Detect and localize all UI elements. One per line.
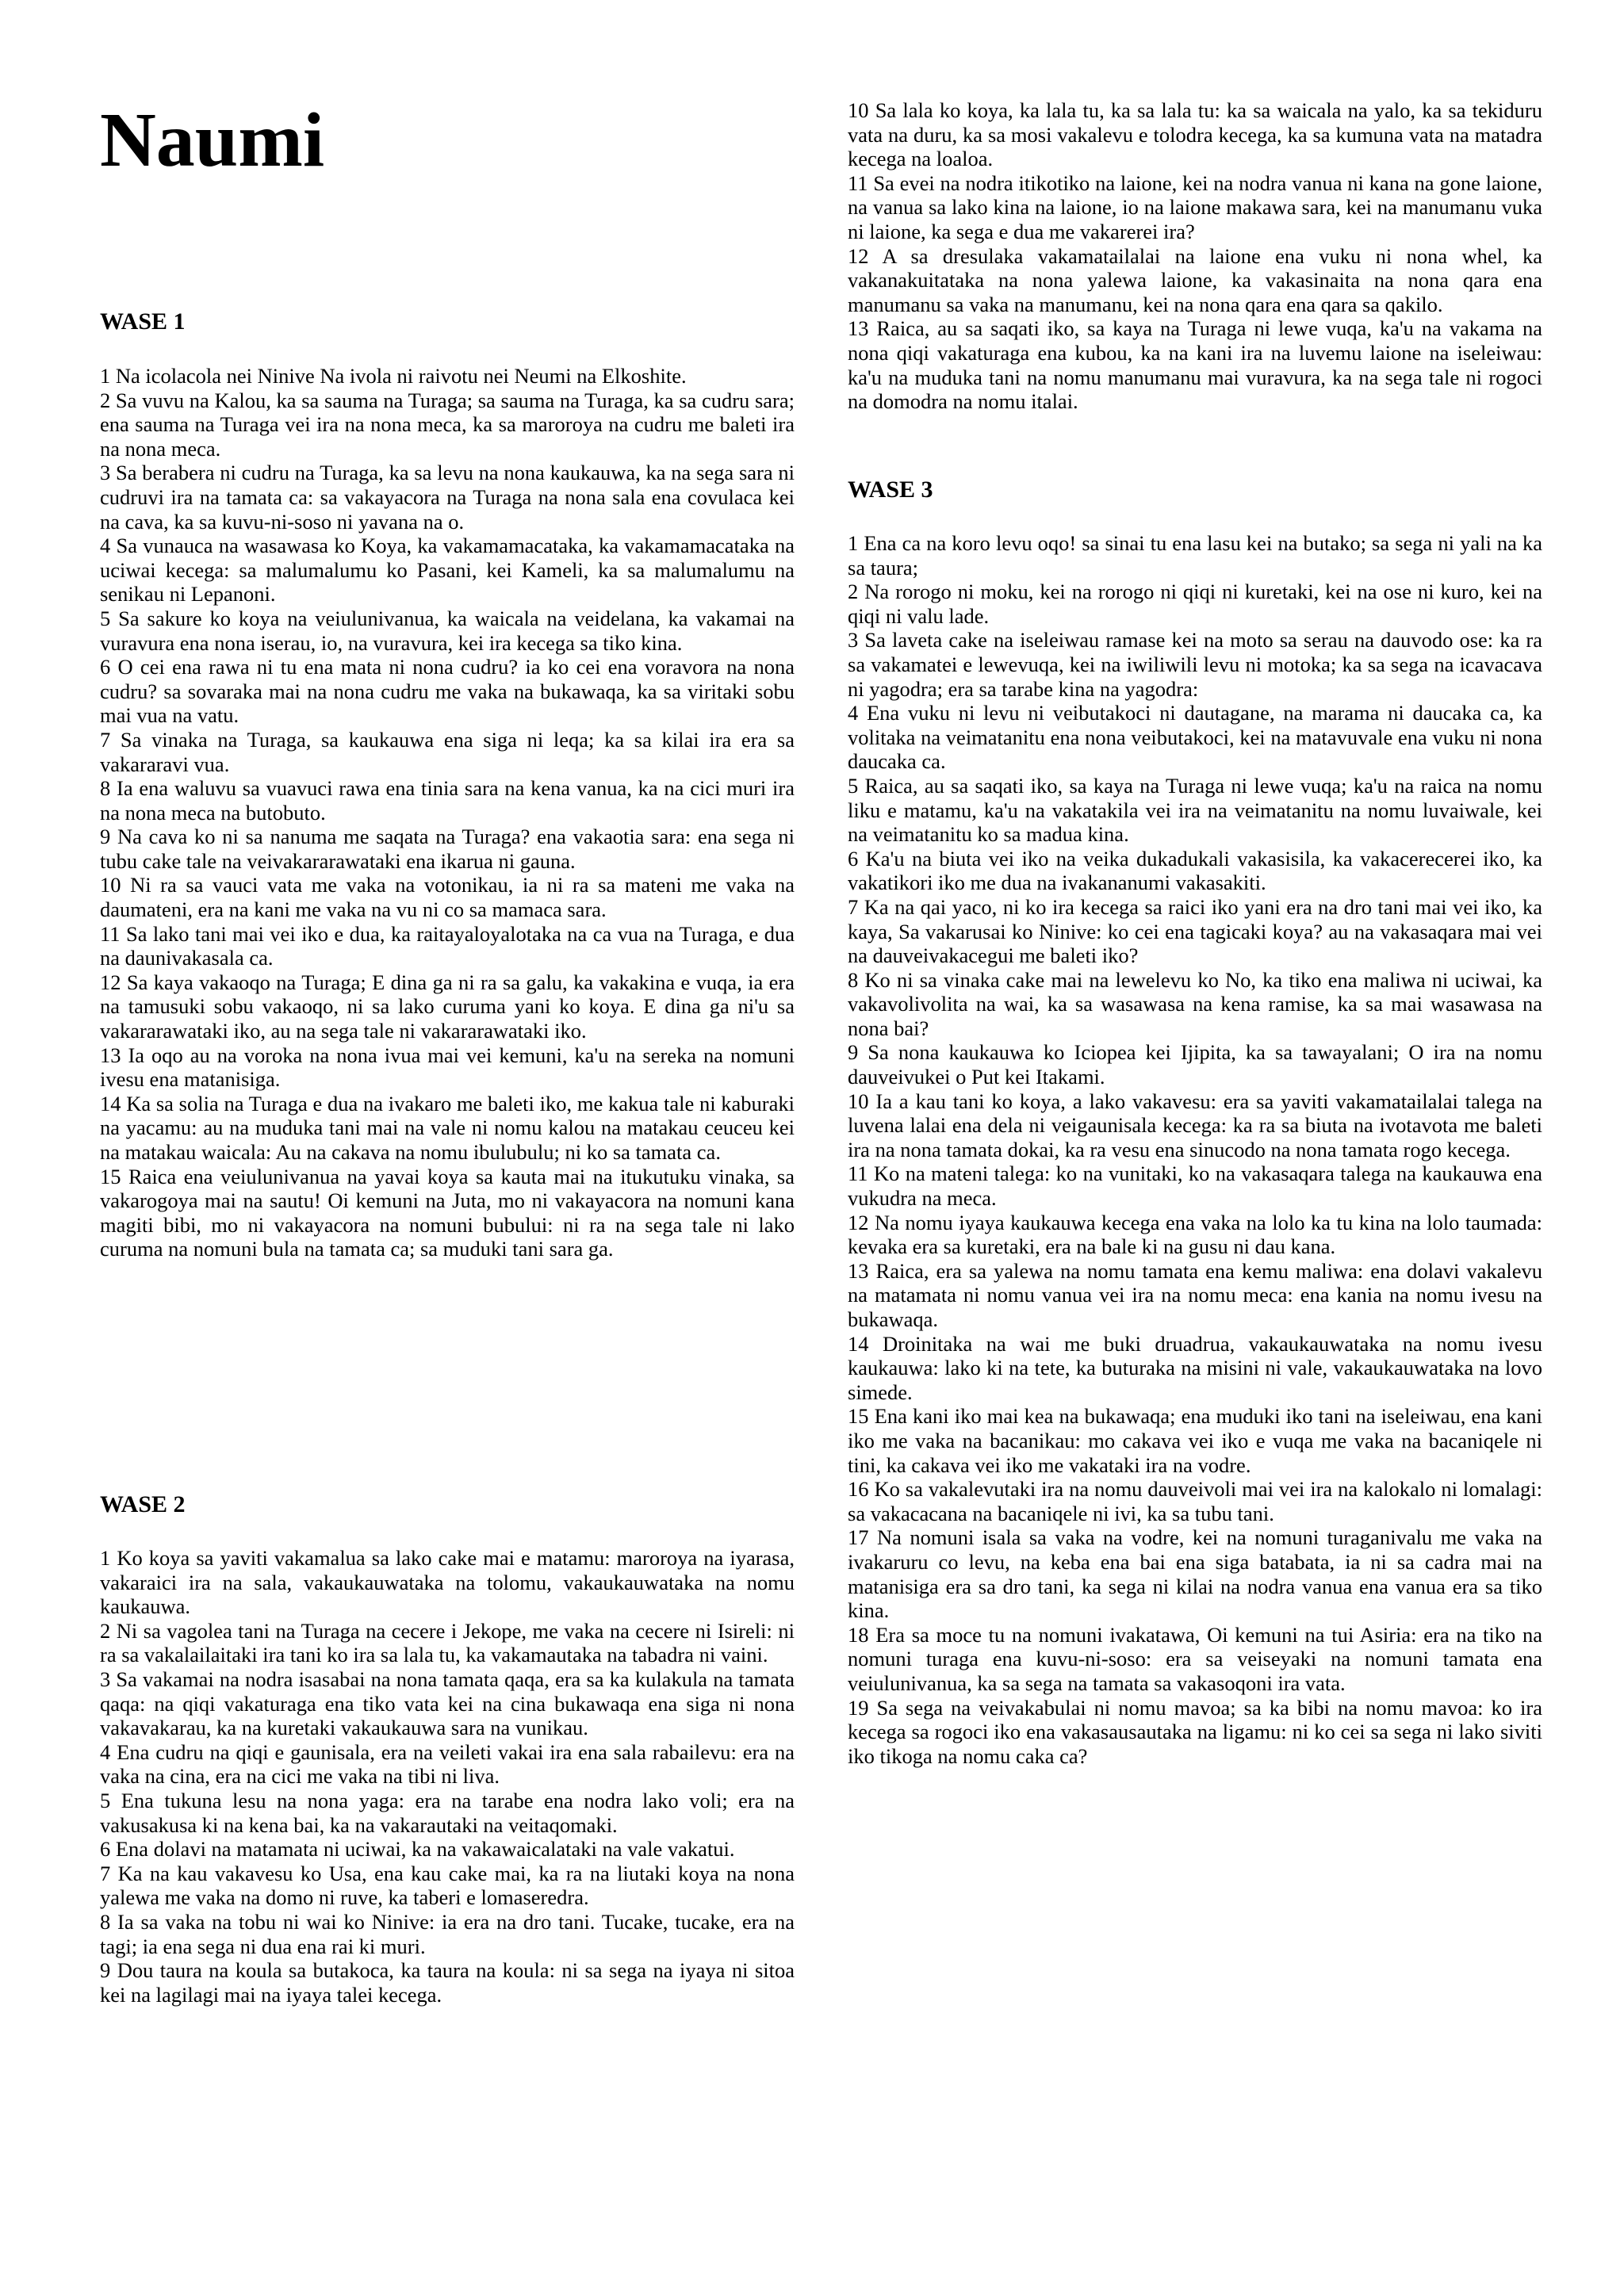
verse: 4 Sa vunauca na wasawasa ko Koya, ka vakamamacataka, ka vakamamacataka na uciwai kecega: sa malumalumu ko Pasani, kei Kameli, ka sa malumalumu na senikau ni Lepanoni.: [100, 534, 795, 607]
verse: 1 Na icolacola nei Ninive Na ivola ni raivotu nei Neumi na Elkoshite.: [100, 364, 687, 388]
chapter-3-verses: [848, 531, 1542, 1768]
verse: 8 Ia ena waluvu sa vuavuci rawa ena tinia sara na kena vanua, ka na cici muri ira na nona meca na butobuto.: [100, 776, 795, 825]
verse: 8 Ia sa vaka na tobu ni wai ko Ninive: ia era na dro tani. Tucake, tucake, era na tagi; ia ena sega ni dua ena rai ki muri.: [100, 1909, 795, 1958]
verse: 11 Ko na mateni talega: ko na vunitaki, ko na vakasaqara talega na kaukauwa ena vukudra na meca.: [848, 1161, 1542, 1211]
verse: 11 Sa evei na nodra itikotiko na laione, kei na nodra vanua ni kana na gone laione, na vanua sa lako kina na laione, io na laione makawa sara, kei na manumanu vuka ni laione, ka sega e dua me vakarerei ira?: [848, 170, 1542, 243]
chapter-2-verses-b: [848, 98, 1542, 414]
verse: 7 Ka na kau vakavesu ko Usa, ena kau cake mai, ka ra na liutaki koya na nona yalewa me vaka na domo ni ruve, ka taberi e lomaseredra.: [100, 1861, 795, 1910]
verse: 13 Raica, au sa saqati iko, sa kaya na Turaga ni lewe vuqa, ka'u na vakama na nona qiqi vakaturaga ena kubou, ka na kani ira na luvemu laione na iseleiwau: ka'u na muduka tani na nomu manumanu mai vuravura, ka na sega tale ni rogoci na domodra na nomu italai.: [848, 316, 1542, 414]
verse: 5 Ena tukuna lesu na nona yaga: era na tarabe ena nodra lako voli; era na vakusakusa ki na kena bai, ka na vakarautaki na veitaqomaki.: [100, 1788, 795, 1837]
verse: 6 O cei ena rawa ni tu ena mata ni nona cudru? ia ko cei ena voravora na nona cudru? sa sovaraka mai na nona cudru me vaka na bukawaqa, ka sa viritaki sobu mai vua na vatu.: [100, 655, 795, 728]
verse: 9 Na cava ko ni sa nanuma me saqata na Turaga? ena vakaotia sara: ena sega ni tubu cake tale na veivakararawataki ena ikarua ni gauna.: [100, 825, 795, 873]
verse: 9 Dou taura na koula sa butakoca, ka taura na koula: ni sa sega na iyaya ni sitoa kei na lagilagi mai na iyaya talei kecega.: [100, 1958, 795, 2007]
verse: 5 Sa sakure ko koya na veiulunivanua, ka waicala na veidelana, ka vakamai na vuravura ena nona iserau, io, na vuravura, kei ira kecega sa tiko kina.: [100, 606, 795, 655]
verse: 10 Ia a kau tani ko koya, a lako vakavesu: era sa yaviti vakamatailalai talega na luvena lalai ena dela ni veigaunisala kecega: ka ra sa biuta na ivotavota me baleti ira na nona tamata dokai, ka ra vesu ena sinucodo na nona tamata rogo kecega.: [848, 1089, 1542, 1161]
verse: 13 Ia oqo au na voroka na nona ivua mai vei kemuni, ka'u na sereka na nomuni ivesu ena matanisiga.: [100, 1043, 795, 1092]
verse: 2 Ni sa vagolea tani na Turaga na cecere i Jekope, me vaka na cecere ni Isireli: ni ra sa vakalailaitaki ira tani ko ira sa lala tu, ka vakamautaka na tabadra ni vaini.: [100, 1618, 795, 1667]
verse: 16 Ko sa vakalevutaki ira na nomu dauveivoli mai vei ira na kalokalo ni lomalagi: sa vakacacana na bacaniqele ni ivi, ka sa tubu tani.: [848, 1477, 1542, 1525]
verse: 15 Ena kani iko mai kea na bukawaqa; ena muduki iko tani na iseleiwau, ena kani iko me vaka na bacanikau: mo cakava vei iko e vuqa me vaka na bacaniqele ni tini, ka cakava vei iko me vakataki ira na vodre.: [848, 1404, 1542, 1477]
verse: 6 Ena dolavi na matamata ni uciwai, ka na vakawaicalataki na vale vakatui.: [100, 1837, 735, 1862]
verse: 2 Na rorogo ni moku, kei na rorogo ni qiqi ni kuretaki, kei na ose ni kuro, kei na qiqi ni valu lade.: [848, 580, 1542, 628]
verse: 7 Ka na qai yaco, ni ko ira kecega sa raici iko yani era na dro tani mai vei iko, ka kaya, Sa vakarusai ko Ninive: ko cei ena tagicaki koya? au na vakasaqara mai vei na dauveivakacegui me baleti iko?: [848, 894, 1542, 968]
verse: 4 Ena cudru na qiqi e gaunisala, era na veileti vakai ira ena sala rabailevu: era na vaka na cina, era na cici me vaka na tibi ni liva.: [100, 1739, 795, 1789]
verse: 14 Droinitaka na wai me buki druadrua, vakaukauwataka na nomu ivesu kaukauwa: lako ki na tete, ka buturaka na misini ni vale, vakaukauwataka na lovo simede.: [848, 1331, 1542, 1404]
verse: 1 Ko koya sa yaviti vakamalua sa lako cake mai e matamu: maroroya na iyarasa, vakaraici ira na sala, vakaukauwataka na tolomu, vakaukauwataka na nomu kaukauwa.: [100, 1546, 795, 1619]
verse: 12 Na nomu iyaya kaukauwa kecega ena vaka na lolo ka tu kina na lolo taumada: kevaka era sa kuretaki, era na bale ki na gusu ni dau kana.: [848, 1210, 1542, 1259]
verse: 8 Ko ni sa vinaka cake mai na lewelevu ko No, ka tiko ena maliwa ni uciwai, ka vakavolivolita na wai, ka sa wasawasa na kena ramise, ka sa mai wasawasa na nona bai?: [848, 967, 1542, 1040]
verse: 14 Ka sa solia na Turaga e dua na ivakaro me baleti iko, me kakua tale ni kaburaki na yacamu: au na muduka tani mai na vale ni nomu kalou na matakau ceuceu kei na matakau waicala: Au na cakava na nomu ibulubulu; ni ko sa tamata ca.: [100, 1091, 795, 1164]
verse: 6 Ka'u na biuta vei iko na veika dukadukali vakasisila, ka vakacerecerei iko, ka vakatikori iko me dua na ivakananumi vakasakiti.: [848, 846, 1542, 895]
verse: 12 Sa kaya vakaoqo na Turaga; E dina ga ni ra sa galu, ka vakakina e vuqa, ia era na tamusuki sobu vakaoqo, ni sa lako curuma yani ko koya. E dina ga ni'u sa vakararawataki iko, au na sega tale ni vakararawataki iko.: [100, 970, 795, 1043]
verse: 9 Sa nona kaukauwa ko Iciopea kei Ijipita, ka sa tawayalani; O ira na nomu dauveivukei o Put kei Itakami.: [848, 1040, 1542, 1089]
verse: 3 Sa laveta cake na iseleiwau ramase kei na moto sa serau na dauvodo ose: ka ra sa vakamatei e lewevuqa, kei na iwiliwili levu ni motoka; ka sa sega na icavacava ni yagodra; era sa tarabe kina na yagodra:: [848, 628, 1542, 701]
verse: 3 Sa vakamai na nodra isasabai na nona tamata qaqa, era sa ka kulakula na tamata qaqa: na qiqi vakaturaga ena tiko vata kei na cina bukawaqa ena siga ni nona vakavakarau, ka na kuretaki vakaukauwa sara na vunikau.: [100, 1667, 795, 1740]
verse: 10 Sa lala ko koya, ka lala tu, ka sa lala tu: ka sa waicala na yalo, ka sa tekiduru vata na duru, ka sa mosi vakalevu e tolodra kecega, ka sa kumuna vata na matadra kecega na loaloa.: [848, 98, 1542, 171]
chapter-heading: WASE 1: [100, 308, 186, 335]
verse: 18 Era sa moce tu na nomuni ivakatawa, Oi kemuni na tui Asiria: era na tiko na nomuni turaga ena kuvu-ni-soso: era sa veiseyaki na nomuni tamata ena veiulunivanua, ka sa sega na tamata sa vakasoqoni ira vata.: [848, 1622, 1542, 1695]
verse: 4 Ena vuku ni levu ni veibutakoci ni dautagane, na marama ni daucaka ca, ka volitaka na veimatanitu ena nona veibutakoci, kei na matavuvale ena vuku ni nona daucaka ca.: [848, 701, 1542, 774]
verse: 13 Raica, era sa yalewa na nomu tamata ena kemu maliwa: ena dolavi vakalevu na matamata ni nomu vanua vei ira na nomu meca: ena kania na nomu ivesu na bukawaqa.: [848, 1258, 1542, 1331]
verse: 12 A sa dresulaka vakamatailalai na laione ena vuku ni nona whel, ka vakanakuitataka na nona yalewa laione, ka vakasinaita na nona qara ena manumanu sa vaka na manumanu, kei na nona qara ena qara sa qakilo.: [848, 243, 1542, 316]
verse: 11 Sa lako tani mai vei iko e dua, ka raitayaloyalotaka na ca vua na Turaga, e dua na daunivakasala ca.: [100, 921, 795, 970]
verse: 1 Ena ca na koro levu oqo! sa sinai tu ena lasu kei na butako; sa sega ni yali na ka sa taura;: [848, 531, 1542, 580]
verse: 5 Raica, au sa saqati iko, sa kaya na Turaga ni lewe vuqa; ka'u na raica na nomu liku e matamu, ka'u na vakatakila vei ira na veimatanitu na nomu luvaiwale, kei na veimatanitu ko sa madua kina.: [848, 773, 1542, 847]
chapter-heading: WASE 3: [848, 476, 933, 503]
verse: 17 Na nomuni isala sa vaka na vodre, kei na nomuni turaganivalu me vaka na ivakaruru co levu, na keba ena bai ena siga batabata, ia ni sa cadra mai na matanisiga era sa dro tani, ka sega ni kilai na nodra vanua ena vanua era sa tiko kina.: [848, 1525, 1542, 1623]
verse: 15 Raica ena veiulunivanua na yavai koya sa kauta mai na itukutuku vinaka, sa vakarogoya mai na sautu! Oi kemuni na Juta, mo ni vakayacora na nomuni kana magiti bibi, mo ni vakayacora na nomuni bubului: ni ra na sega tale ni lako curuma na nomuni bula na tamata ca; sa muduki tani sara ga.: [100, 1164, 795, 1261]
chapter-2-verses-a: [100, 1546, 795, 2007]
verse: 2 Sa vuvu na Kalou, ka sa sauma na Turaga; sa sauma na Turaga, ka sa cudru sara; ena sauma na Turaga vei ira na nona meca, ka sa maroroya na cudru me baleti ira na nona meca.: [100, 388, 795, 461]
chapter-heading: WASE 2: [100, 1491, 186, 1517]
verse: 19 Sa sega na veivakabulai ni nomu mavoa; sa ka bibi na nomu mavoa: ko ira kecega sa rogoci iko ena vakasausautaka na ligamu: ni ko cei sa sega ni lako siviti iko tikoga na nomu caka ca?: [848, 1695, 1542, 1768]
verse: 10 Ni ra sa vauci vata me vaka na votonikau, ia ni ra sa mateni me vaka na daumateni, era na kani me vaka na vu ni co sa mamaca sara.: [100, 873, 795, 922]
page-title: Naumi: [100, 98, 325, 183]
chapter-1-verses: [100, 364, 795, 1261]
verse: 7 Sa vinaka na Turaga, sa kaukauwa ena siga ni leqa; ka sa kilai ira era sa vakararavi vua.: [100, 727, 795, 776]
verse: 3 Sa berabera ni cudru na Turaga, ka sa levu na nona kaukauwa, ka na sega sara ni cudruvi ira na tamata ca: sa vakayacora na Turaga na nona sala ena covulaca kei na cava, ka sa kuvu-ni-soso ni yavana na o.: [100, 461, 795, 534]
